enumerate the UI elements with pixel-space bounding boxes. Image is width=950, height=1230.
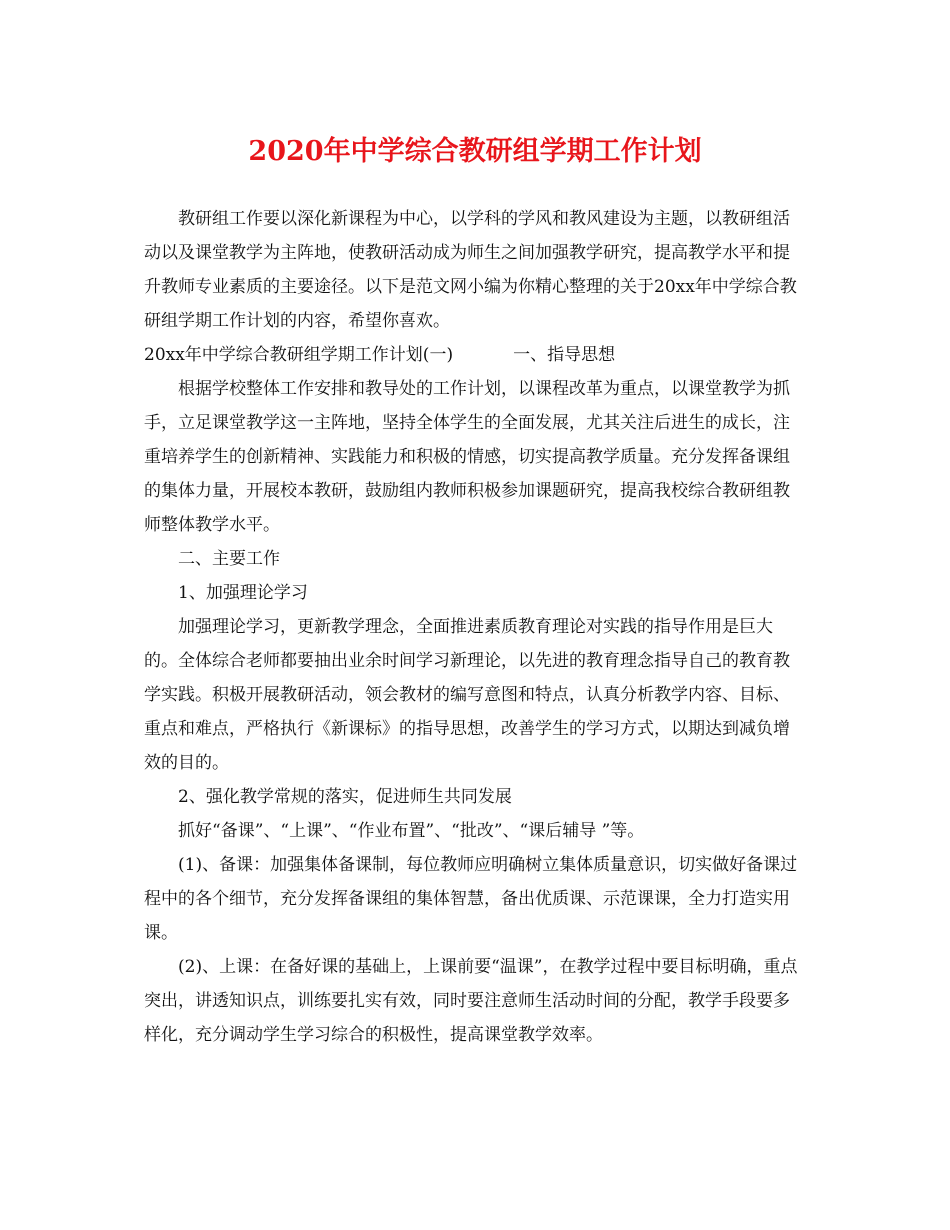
subtitle-section-heading: 一、指导思想 [513, 345, 616, 365]
sub1-paragraph: (1)、备课：加强集体备课制，每位教师应明确树立集体质量意识，切实做好备课过程中的各个细节，充分发挥备课组的集体智慧，备出优质课、示范课课，全力打造实用课。 [144, 855, 798, 943]
subtitle-line [144, 338, 804, 372]
section2-heading: 二、主要工作 [178, 549, 280, 569]
document-body [144, 202, 804, 1052]
item1-paragraph: 加强理论学习，更新教学理念，全面推进素质教育理论对实践的指导作用是巨大的。全体综合老师都要抽出业余时间学习新理论，以先进的教育理念指导自己的教育教学实践。积极开展教研活动，领会教材的编写意图和特点，认真分析教学内容、目标、重点和难点，严格执行《新课标》的指导思想，改善学生的学习方式，以期达到减负增效的目的。 [144, 617, 790, 773]
item2-summary: 抓好“备课”、“上课”、“作业布置”、“批改”、“课后辅导 ”等。 [178, 821, 645, 841]
sub2-paragraph: (2)、上课：在备好课的基础上，上课前要“温课”，在教学过程中要目标明确，重点突出，讲透知识点，训练要扎实有效，同时要注意师生活动时间的分配，教学手段要多样化，充分调动学生学习综合的积极性，提高课堂教学效率。 [144, 957, 798, 1045]
subtitle-plan-name: 20xx年中学综合教研组学期工作计划(一) [144, 345, 454, 365]
guiding-paragraph: 根据学校整体工作安排和教导处的工作计划，以课程改革为重点，以课堂教学为抓手，立足课堂教学这一主阵地，坚持全体学生的全面发展，尤其关注后进生的成长，注重培养学生的创新精神、实践能力和积极的情感，切实提高教学质量。充分发挥备课组的集体力量，开展校本教研，鼓励组内教师积极参加课题研究，提高我校综合教研组教师整体教学水平。 [144, 379, 790, 535]
intro-paragraph: 教研组工作要以深化新课程为中心，以学科的学风和教风建设为主题，以教研组活动以及课堂教学为主阵地，使教研活动成为师生之间加强教学研究，提高教学水平和提升教师专业素质的主要途径。以下是范文网小编为你精心整理的关于20xx年中学综合教研组学期工作计划的内容，希望你喜欢。 [144, 209, 797, 331]
item2-heading: 2、强化教学常规的落实，促进师生共同发展 [178, 787, 512, 807]
item1-heading: 1、加强理论学习 [178, 583, 308, 603]
document-title: 2020年中学综合教研组学期工作计划 [248, 136, 702, 167]
